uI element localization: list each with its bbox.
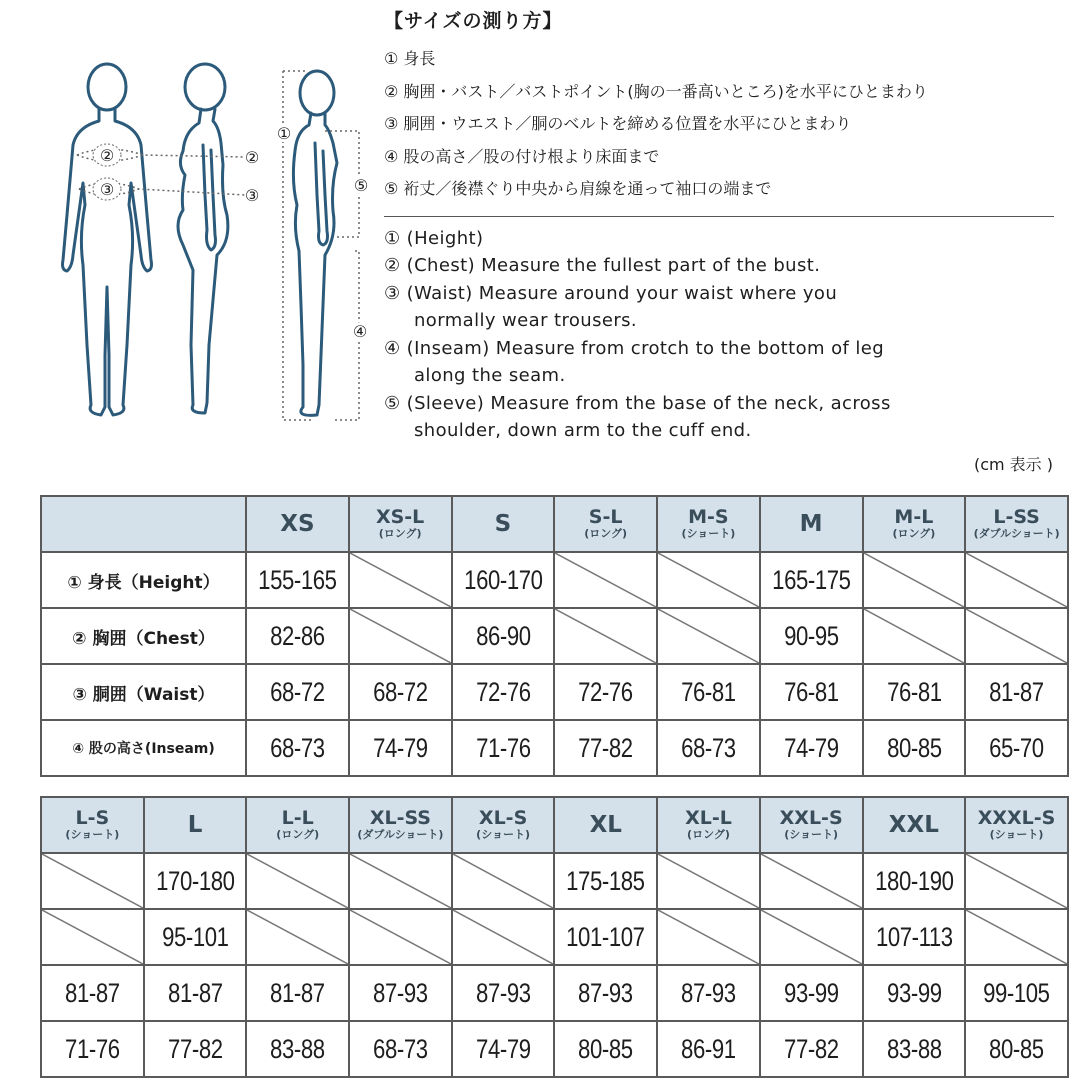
empty-cell (349, 853, 452, 909)
measurement-cell: 76-81 (769, 664, 853, 720)
empty-cell (657, 552, 760, 608)
measurement-instructions (384, 6, 1074, 445)
measurement-cell: 65-70 (974, 720, 1058, 776)
table-row (41, 608, 1068, 664)
size-header-m-s (657, 496, 760, 552)
measurement-cell: 86-90 (461, 608, 545, 664)
size-name: L-SS (993, 506, 1040, 528)
table-row (41, 853, 1068, 909)
svg-text:②: ② (99, 146, 115, 165)
empty-cell (452, 909, 555, 965)
measurement-cell: 72-76 (461, 664, 545, 720)
size-name: XL-SS (369, 807, 431, 829)
empty-cell (246, 909, 349, 965)
row-label: ④ 股の高さ(Inseam) (41, 720, 246, 776)
size-name: XS (280, 511, 315, 537)
measurement-cell: 175-185 (564, 853, 648, 909)
size-header-l (144, 797, 247, 853)
measurement-cell: 68-73 (255, 720, 339, 776)
table-row (41, 720, 1068, 776)
divider (384, 216, 1054, 217)
table-row (41, 552, 1068, 608)
size-table-1 (40, 495, 1069, 777)
size-subtitle: (ロング) (687, 828, 730, 841)
en-instruction-chest: ② (Chest) Measure the fullest part of the bust. (384, 255, 821, 276)
size-header-xl-s (452, 797, 555, 853)
marker-4: ④ (352, 322, 368, 341)
empty-cell (760, 853, 863, 909)
svg-text:③: ③ (99, 180, 115, 199)
en-instruction-inseam: ④ (Inseam) Measure from crotch to the bottom of leg (384, 337, 885, 359)
measurement-cell: 87-93 (358, 965, 442, 1021)
measurement-cell: 77-82 (563, 720, 647, 776)
measurement-cell: 71-76 (461, 720, 545, 776)
table1-header-row (41, 496, 1068, 552)
size-header-xl-l (657, 797, 760, 853)
size-name: XXL (888, 812, 939, 838)
measurement-cell: 87-93 (461, 965, 545, 1021)
table1-corner-cell (41, 496, 246, 552)
measurement-cell: 74-79 (461, 1021, 545, 1077)
empty-cell (863, 552, 966, 608)
table-row (41, 1021, 1068, 1077)
size-header-l-l (246, 797, 349, 853)
front-figure (63, 64, 152, 415)
size-subtitle: (ロング) (584, 527, 628, 540)
measurement-cell: 76-81 (872, 664, 956, 720)
empty-cell (246, 853, 349, 909)
body-measurement-figures (55, 55, 385, 430)
empty-cell (41, 909, 144, 965)
size-header-m-l (863, 496, 966, 552)
size-subtitle: (ショート) (476, 828, 531, 841)
size-subtitle: (ショート) (784, 828, 839, 841)
size-header-s (452, 496, 555, 552)
empty-cell (349, 552, 452, 608)
empty-cell (965, 608, 1068, 664)
en-instruction-waist-cont: normally wear trousers. (414, 310, 638, 331)
size-name: M-S (688, 506, 729, 528)
marker-5: ⑤ (353, 176, 369, 195)
measurement-cell: 87-93 (564, 965, 648, 1021)
size-name: XL-S (478, 807, 528, 829)
size-table-2 (40, 796, 1069, 1078)
jp-instruction-inseam: ④ 股の高さ／股の付け根より床面まで (384, 146, 660, 166)
size-header-xxl (863, 797, 966, 853)
size-name: M-L (894, 506, 934, 528)
empty-cell (657, 909, 760, 965)
measurement-cell: 107-113 (872, 909, 956, 965)
size-name: L-L (281, 807, 314, 829)
jp-instruction-sleeve: ⑤ 裄丈／後襟ぐり中央から肩線を通って袖口の端まで (384, 179, 772, 198)
table2-header-row (41, 797, 1068, 853)
size-name: S (494, 511, 512, 537)
marker-1: ① (276, 124, 292, 143)
en-instruction-sleeve: ⑤ (Sleeve) Measure from the base of the neck, across (384, 392, 891, 414)
measurement-cell: 76-81 (666, 664, 750, 720)
jp-instruction-chest: ② 胸囲・バスト／バストポイント(胸の一番高いところ)を水平にひとまわり (384, 81, 928, 101)
measurement-cell: 83-88 (872, 1021, 956, 1077)
size-name: S-L (588, 506, 623, 528)
measurement-cell: 90-95 (769, 608, 853, 664)
measurement-cell: 71-76 (50, 1021, 134, 1077)
size-name: XL (589, 812, 622, 838)
size-name: XXL-S (779, 807, 843, 829)
size-subtitle: (ダブルショート) (357, 828, 444, 841)
size-name: XXXL-S (977, 807, 1056, 829)
size-header-xl-ss (349, 797, 452, 853)
measurement-cell: 95-101 (153, 909, 237, 965)
measurement-cell: 93-99 (872, 965, 956, 1021)
measurement-cell: 155-165 (255, 552, 339, 608)
empty-cell (452, 853, 555, 909)
measurement-cell: 68-72 (358, 664, 442, 720)
empty-cell (349, 909, 452, 965)
measurement-cell: 68-73 (666, 720, 750, 776)
size-header-xl (554, 797, 657, 853)
measurement-cell: 80-85 (974, 1021, 1058, 1077)
measurement-cell: 170-180 (153, 853, 237, 909)
table-row (41, 965, 1068, 1021)
measurement-cell: 99-105 (974, 965, 1058, 1021)
size-header-xs-l (349, 496, 452, 552)
measurement-cell: 77-82 (769, 1021, 853, 1077)
measurement-cell: 83-88 (256, 1021, 340, 1077)
height-figure (293, 71, 337, 415)
empty-cell (965, 552, 1068, 608)
size-name: L-S (75, 807, 110, 829)
empty-cell (657, 608, 760, 664)
table-row (41, 909, 1068, 965)
measurement-cell: 77-82 (153, 1021, 237, 1077)
measurement-cell: 87-93 (666, 965, 750, 1021)
table-row (41, 664, 1068, 720)
size-subtitle: (ロング) (892, 527, 936, 540)
jp-instruction-waist: ③ 胴囲・ウエスト／胴のベルトを締める位置を水平にひとまわり (384, 114, 852, 133)
measurement-cell: 82-86 (255, 608, 339, 664)
measurement-cell: 68-73 (358, 1021, 442, 1077)
size-header-xs (246, 496, 349, 552)
size-subtitle: (ショート) (65, 828, 120, 841)
unit-note: (cm 表示 ) (973, 455, 1053, 474)
size-header-s-l (554, 496, 657, 552)
row-label: ② 胸囲（Chest） (41, 608, 246, 664)
empty-cell (554, 552, 657, 608)
measurement-cell: 68-72 (255, 664, 339, 720)
measurement-cell: 74-79 (769, 720, 853, 776)
empty-cell (863, 608, 966, 664)
size-subtitle: (ダブルショート) (973, 527, 1060, 540)
measurement-cell: 81-87 (50, 965, 134, 1021)
empty-cell (965, 853, 1068, 909)
empty-cell (41, 853, 144, 909)
size-subtitle: (ショート) (989, 828, 1044, 841)
en-instruction-height: ① (Height) (384, 227, 484, 249)
size-header-xxxl-s (965, 797, 1068, 853)
row-label: ① 身長（Height） (41, 552, 246, 608)
size-name: XL-L (685, 807, 732, 829)
measurement-cell: 86-91 (666, 1021, 750, 1077)
empty-cell (760, 909, 863, 965)
marker-2-side: ② (244, 148, 260, 167)
measurement-cell: 93-99 (769, 965, 853, 1021)
side-figure (178, 64, 228, 413)
marker-3-side: ③ (244, 186, 260, 205)
measurement-cell: 160-170 (461, 552, 545, 608)
en-instruction-inseam-cont: along the seam. (414, 365, 566, 386)
measurement-cell: 81-87 (974, 664, 1058, 720)
size-subtitle: (ショート) (681, 527, 736, 540)
size-name: M (799, 511, 823, 537)
marker-3-front (93, 178, 121, 200)
size-header-l-ss (965, 496, 1068, 552)
measurement-cell: 101-107 (564, 909, 648, 965)
jp-instruction-height: ① 身長 (384, 49, 436, 68)
en-instruction-waist: ③ (Waist) Measure around your waist where you (384, 282, 838, 304)
size-header-xxl-s (760, 797, 863, 853)
size-subtitle: (ロング) (276, 828, 320, 841)
size-header-m (760, 496, 863, 552)
size-subtitle: (ロング) (378, 527, 422, 540)
measurement-cell: 80-85 (872, 720, 956, 776)
empty-cell (657, 853, 760, 909)
empty-cell (554, 608, 657, 664)
empty-cell (965, 909, 1068, 965)
row-label: ③ 胴囲（Waist） (41, 664, 246, 720)
en-instruction-sleeve-cont: shoulder, down arm to the cuff end. (414, 420, 752, 441)
measurement-cell: 180-190 (872, 853, 956, 909)
measurement-cell: 81-87 (153, 965, 237, 1021)
measurement-cell: 80-85 (564, 1021, 648, 1077)
marker-2-front (93, 144, 121, 166)
measurement-cell: 72-76 (563, 664, 647, 720)
instructions-title: 【サイズの測り方】 (384, 10, 563, 32)
size-name: XS-L (375, 506, 425, 528)
empty-cell (349, 608, 452, 664)
size-header-l-s (41, 797, 144, 853)
measurement-cell: 165-175 (769, 552, 853, 608)
size-name: L (187, 812, 203, 838)
measurement-cell: 74-79 (358, 720, 442, 776)
measurement-cell: 81-87 (256, 965, 340, 1021)
